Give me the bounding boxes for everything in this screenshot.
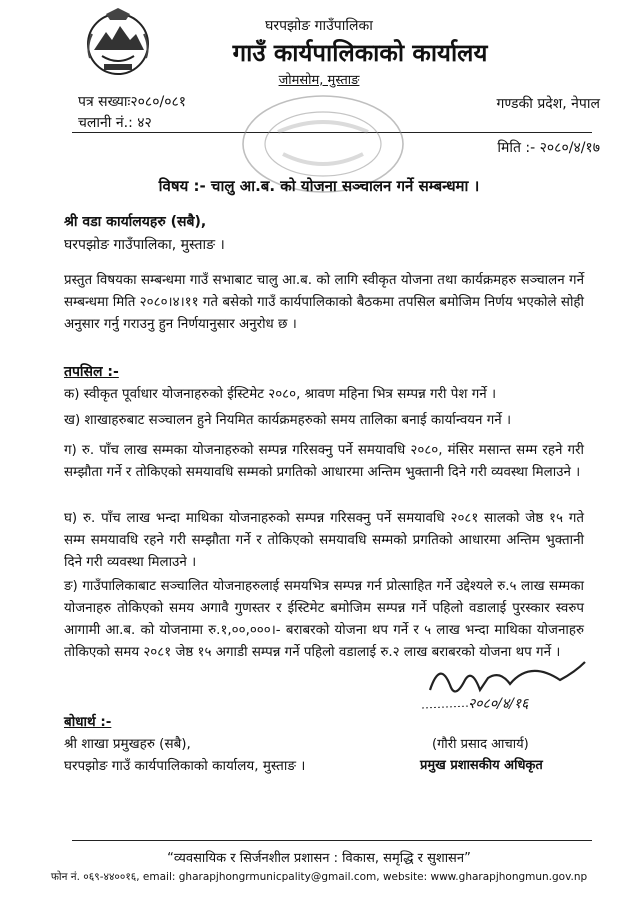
office-name: गाउँ कार्यपालिकाको कार्यालय [232,39,488,67]
handwritten-signature-icon [410,650,610,730]
subject-line: विषय :- चालु आ.ब. को योजना सञ्चालन गर्ने सम्बन्धमा । [158,177,480,195]
cc-heading: बोधार्थ :- [64,714,112,730]
municipality-name: घरपझोङ गाउँपालिका [265,18,373,34]
cc-line-2: घरपझोङ गाउँ कार्यपालिकाको कार्यालय, मुस्ताङ । [64,758,306,774]
footer-motto: “व्यवसायिक र सिर्जनशील प्रशासन : विकास, समृद्धि र सुशासन” [167,851,471,866]
signatory-name: (गौरी प्रसाद आचार्य) [432,737,529,752]
office-address: जोमसोम, मुस्ताङ [278,73,360,88]
intro-paragraph: प्रस्तुत विषयका सम्बन्धमा गाउँ सभाबाट चालु आ.ब. को लागि स्वीकृत योजना तथा कार्यक्रमहरु सञ्चालन गर्ने सम्बन्धमा मिति २०८०।४।११ गते बसेको गाउँ कार्यपालिकाको बैठकमा तपसिल बमोजिम निर्णय भएकोले सोही अनुसार गर्नु गराउनु हुन निर्णयानुसार अनुरोध छ । [64,273,584,332]
recipient-line-2: घरपझोङ गाउँपालिका, मुस्ताङ । [64,237,225,253]
cc-line-1: श्री शाखा प्रमुखहरु (सबै), [64,736,191,752]
dispatch-number: चलानी नं.: ४२ [78,115,152,131]
signature-date: २०८०/४/१६ [468,696,529,712]
tapsil-item-ga: ग) रु. पाँच लाख सम्मका योजनाहरुको सम्पन्न गरिसक्नु पर्ने समयावधि २०८०, मंसिर मसान्त सम्म रहने गरी सम्झौता गर्ने र तोकिएको समयावधि सम्मको प्रगतिको आधारमा अन्तिम भुक्तानी दिने गरी व्यवस्था मिलाउने । [64,443,584,480]
footer-contact: फोन नं. ०६९-४४००१६, email: gharapjhongrmunicpality@gmail.com, website: www.gharapjhongmun.gov.np [50,871,588,883]
letter-number: पत्र सख्याः२०८०/०८१ [78,94,187,110]
tapsil-item-kha: ख) शाखाहरुबाट सञ्चालन हुने नियमित कार्यक्रमहरुको समय तालिका बनाई कार्यान्वयन गर्ने । [64,413,512,428]
tapsil-heading: तपसिल :- [64,364,119,380]
tapsil-item-nga: ङ) गाउँपालिकाबाट सञ्चालित योजनाहरुलाई समयभित्र सम्पन्न गर्न प्रोत्साहित गर्ने उद्देश्यले रु.५ लाख सम्मका योजनाहरु तोकिएको समय अगावै गुणस्तर र ईस्टिमेट बमोजिम सम्पन्न गर्ने पहिलो वडालाई पुरस्कार स्वरुप आगामी आ.ब. को योजनामा रु.१,००,०००।- बराबरको योजना थप गर्ने र ५ लाख भन्दा माथिका योजनाहरु तोकिएको समय २०८१ जेष्ठ १५ अगाडी सम्पन्न गर्ने पहिलो वडालाई रु.२ लाख बराबरको योजना थप गर्ने । [64,579,584,660]
tapsil-item-ka: क) स्वीकृत पूर्वाधार योजनाहरुको ईस्टिमेट २०८०, श्रावण महिना भित्र सम्पन्न गरी पेश गर्ने । [64,387,497,402]
footer-divider [72,840,592,841]
letter-date: मिति :- २०८०/४/१७ [497,140,600,156]
signatory-title: प्रमुख प्रशासकीय अधिकृत [420,758,543,773]
recipient-line-1: श्री वडा कार्यालयहरु (सबै), [64,214,207,230]
tapsil-item-gha: घ) रु. पाँच लाख भन्दा माथिका योजनाहरुको सम्पन्न गरिसक्नु पर्ने समयावधि २०८१ सालको जेष्ठ १५ गते सम्म समयावधि रहने गरी सम्झौता गर्ने र तोकिएको समयावधि सम्मको प्रगतिको आधारमा अन्तिम भुक्तानी दिने गरी व्यवस्था मिलाउने । [64,511,584,570]
province: गण्डकी प्रदेश, नेपाल [496,96,600,112]
